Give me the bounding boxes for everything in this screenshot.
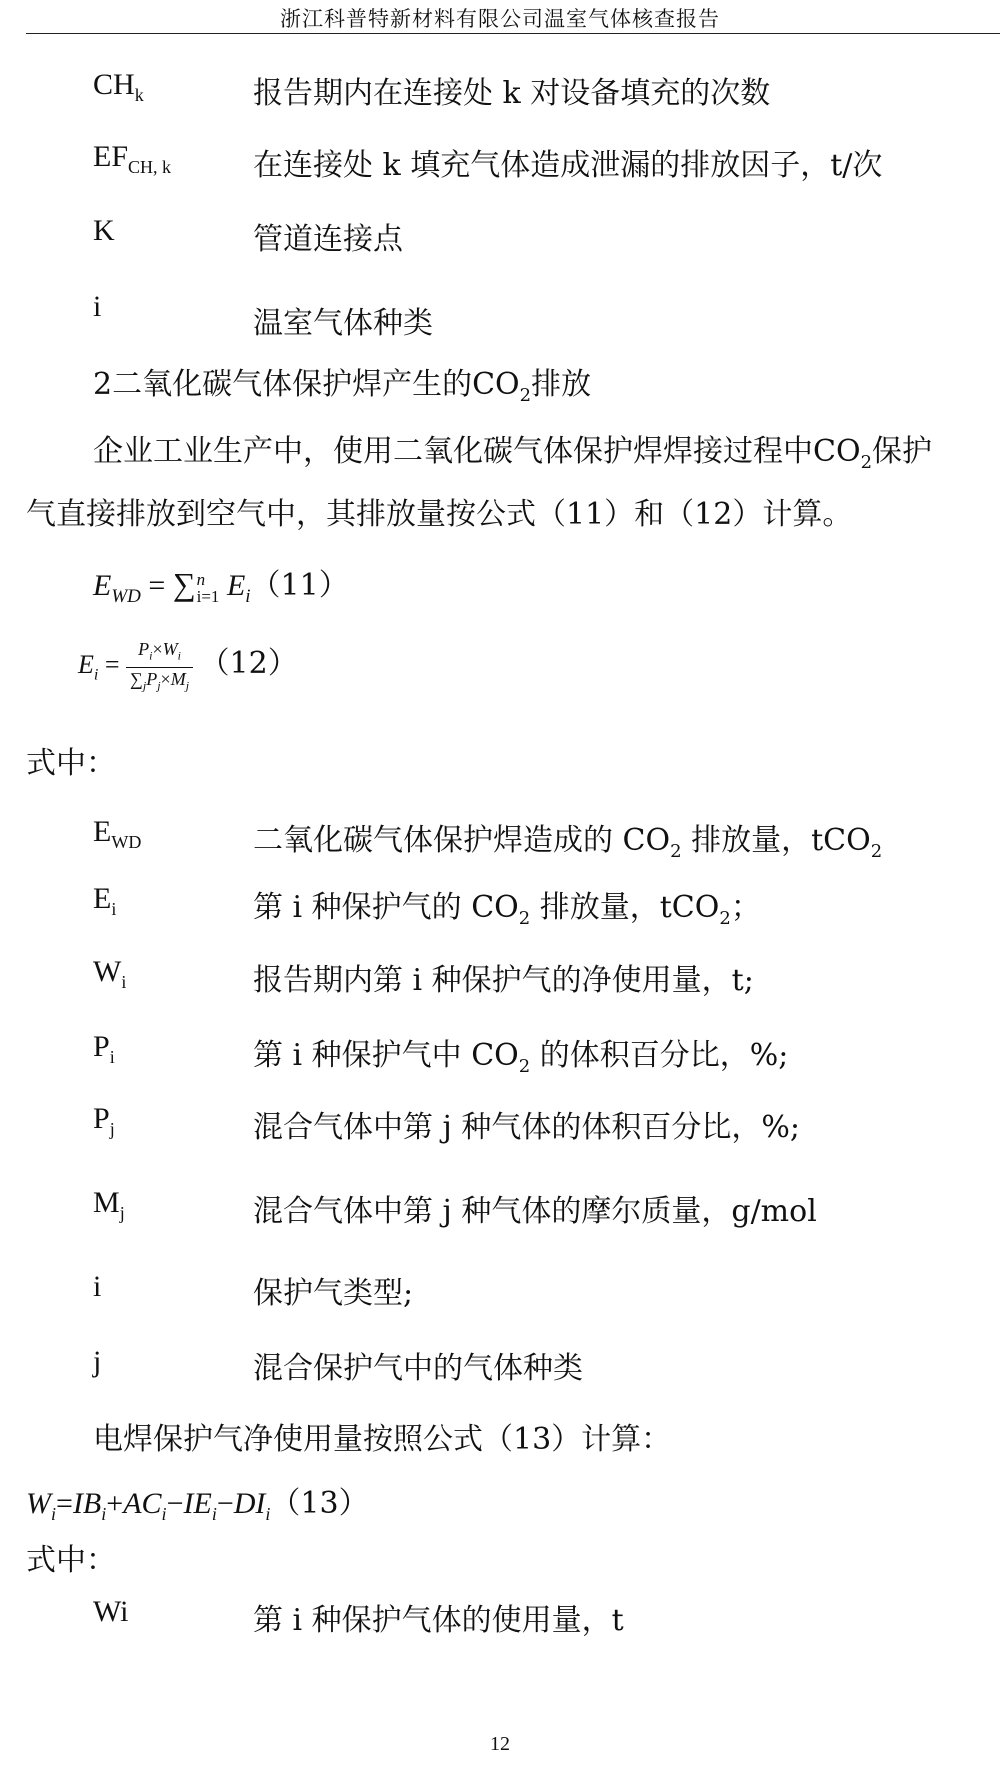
header-title: 浙江科普特新材料有限公司温室气体核查报告 xyxy=(280,7,720,31)
page-header xyxy=(0,0,1000,36)
def-symbol-ei: $E_i$ xyxy=(93,882,117,919)
section-heading: 2二氧化碳气体保护焊产生的$CO_2$排放 xyxy=(93,367,592,406)
def-desc-pj: 混合气体中第 j 种气体的体积百分比，%; xyxy=(253,1110,800,1145)
def-symbol-ef-ch-k: $EF_{CH, k}$ xyxy=(93,140,172,177)
def-desc-wi-2: 第 i 种保护气体的使用量，t xyxy=(253,1603,624,1638)
def-symbol-ewd: $E_{WD}$ xyxy=(93,815,142,852)
def-desc-pi: 第 i 种保护气中 $CO_2$ 的体积百分比，%; xyxy=(253,1038,789,1077)
def-symbol-k: K xyxy=(93,214,115,247)
def-desc-mj: 混合气体中第 j 种气体的摩尔质量，g/mol xyxy=(253,1194,817,1229)
def-symbol-i-2: i xyxy=(93,1270,102,1303)
def-symbol-j: j xyxy=(93,1345,102,1378)
formula-12: $E_i$ = $\frac{P_i\times W_i}{\sum_jP_j\times M_j}$ （12） xyxy=(78,638,298,696)
def-symbol-ch-k: $CH_k$ xyxy=(93,68,144,105)
def-desc-ef-ch-k: 在连接处 k 填充气体造成泄漏的排放因子，t/次 xyxy=(253,148,883,183)
def-desc-wi: 报告期内第 i 种保护气的净使用量，t; xyxy=(253,963,754,998)
def-symbol-pi: $P_i$ xyxy=(93,1030,115,1067)
def-symbol-wi: $W_i$ xyxy=(93,955,127,992)
def-desc-i: 温室气体种类 xyxy=(253,306,433,341)
page-number: 12 xyxy=(490,1733,510,1755)
def-desc-j: 混合保护气中的气体种类 xyxy=(253,1351,583,1386)
def-symbol-pj: $P_j$ xyxy=(93,1102,115,1139)
def-desc-ei: 第 i 种保护气的 $CO_2$ 排放量，tCO$_2$； xyxy=(253,890,761,929)
formula-11: $E_{WD}$ = ∑ n i=1 $E_i(11)$ xyxy=(93,566,349,607)
def-symbol-mj: $M_j$ xyxy=(93,1186,125,1223)
def-desc-i-2: 保护气类型; xyxy=(253,1276,414,1311)
paragraph-2: 电焊保护气净使用量按照公式（13）计算： xyxy=(93,1422,672,1457)
where-label-2: 式中： xyxy=(26,1543,116,1578)
def-desc-k: 管道连接点 xyxy=(253,222,403,257)
def-desc-ewd: 二氧化碳气体保护焊造成的 $CO_2$ 排放量，tCO$_2$ xyxy=(253,823,883,862)
formula-12-fraction: $\frac{P_i\times W_i}{\sum_jP_j\times M_j}$ xyxy=(126,638,193,696)
def-symbol-wi-2: Wi xyxy=(93,1595,129,1628)
formula-13: $W_i=IB_i+AC_i-IE_i-DI_i(13)$ xyxy=(26,1486,369,1524)
def-symbol-i: i xyxy=(93,290,102,323)
header-divider xyxy=(26,33,1000,34)
paragraph-1-line-1: 企业工业生产中，使用二氧化碳气体保护焊焊接过程中$CO_2$保护 xyxy=(93,434,933,473)
def-desc-ch-k: 报告期内在连接处 k 对设备填充的次数 xyxy=(253,76,771,111)
paragraph-1-line-2: 气直接排放到空气中，其排放量按公式（11）和（12）计算。 xyxy=(26,497,853,532)
where-label-1: 式中： xyxy=(26,746,116,781)
